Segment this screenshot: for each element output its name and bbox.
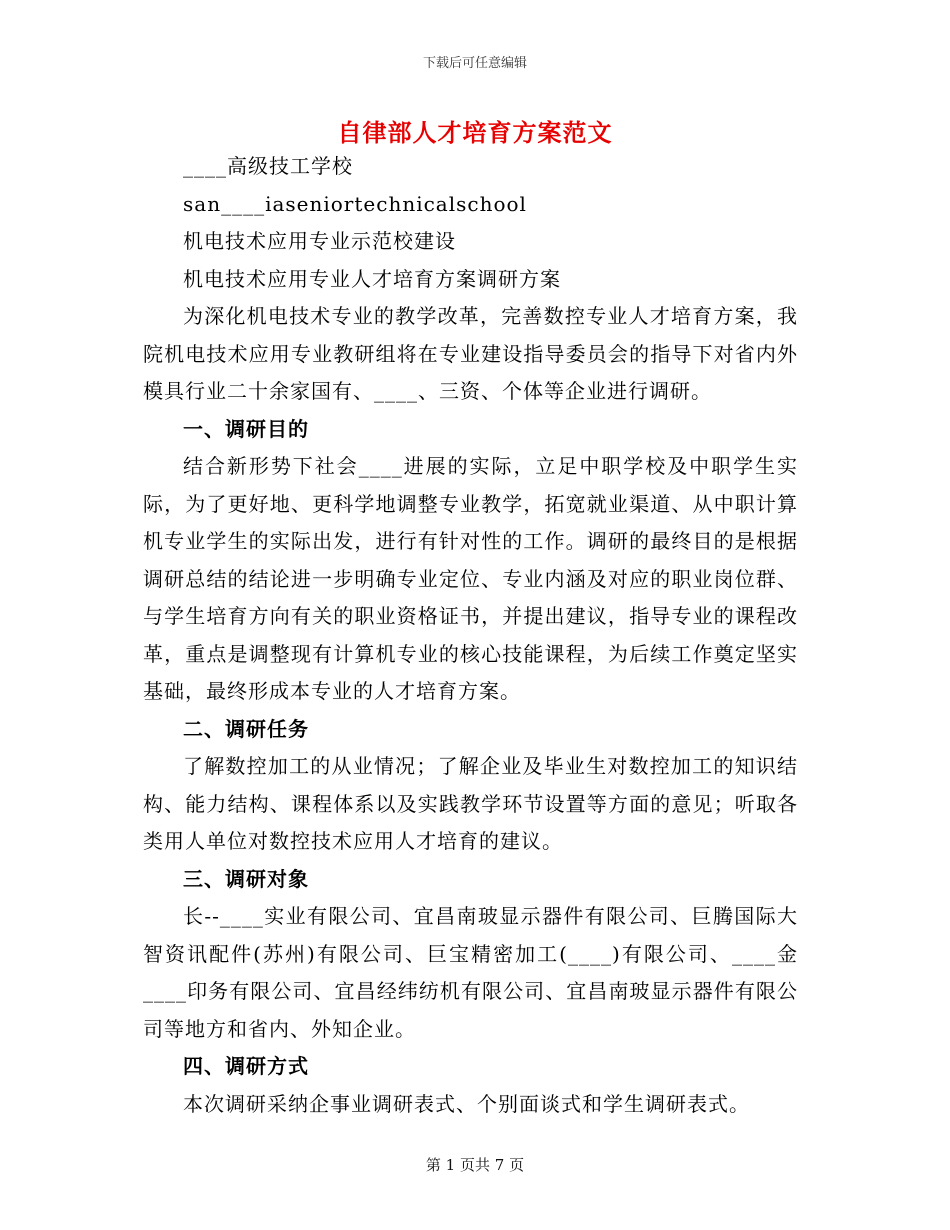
school-name-line: ____高级技工学校 <box>183 154 353 178</box>
section-body-targets: 长--____实业有限公司、宜昌南玻显示器件有限公司、巨腾国际大智资讯配件(苏州)有限公司、巨宝精密加工(____)有限公司、____金____印务有限公司、宜昌经纬纺机有限公司、宜昌南玻显示器件有限公司等地方和省内、外知企业。 <box>143 904 798 1041</box>
section-heading-targets: 三、调研对象 <box>183 866 309 891</box>
section-heading-methods: 四、调研方式 <box>183 1054 309 1078</box>
intro-paragraph: 为深化机电技术专业的教学改革，完善数控专业人才培育方案，我院机电技术应用专业教研组将在专业建设指导委员会的指导下对省内外模具行业二十余家国有、____、三资、个体等企业进行调研。 <box>143 304 798 403</box>
project-line: 机电技术应用专业示范校建设 <box>183 229 456 253</box>
section-heading-purpose: 一、调研目的 <box>183 416 309 441</box>
document-title: 自律部人才培育方案范文 <box>337 118 613 147</box>
section-body-tasks: 了解数控加工的从业情况；了解企业及毕业生对数控加工的知识结构、能力结构、课程体系以及实践教学环节设置等方面的意见；听取各类用人单位对数控技术应用人才培育的建议。 <box>143 754 798 853</box>
school-english-name-line: san____iaseniortechnicalschool <box>183 191 527 216</box>
document-body <box>143 148 798 1123</box>
section-body-purpose: 结合新形势下社会____进展的实际，立足中职学校及中职学生实际，为了更好地、更科学地调整专业教学，拓宽就业渠道、从中职计算机专业学生的实际出发，进行有针对性的工作。调研的最终目的是根据调研总结的结论进一步明确专业定位、专业内涵及对应的职业岗位群、与学生培育方向有关的职业资格证书，并提出建议，指导专业的课程改革，重点是调整现有计算机专业的核心技能课程，为后续工作奠定坚实基础，最终形成本专业的人才培育方案。 <box>143 454 798 703</box>
plan-title-line: 机电技术应用专业人才培育方案调研方案 <box>183 266 561 291</box>
section-body-methods: 本次调研采纳企事业调研表式、个别面谈式和学生调研表式。 <box>183 1091 750 1116</box>
page-footer: 第 1 页共 7 页 <box>425 1156 525 1174</box>
page-header: 下载后可任意编辑 <box>422 56 527 71</box>
section-heading-tasks: 二、调研任务 <box>183 716 309 741</box>
